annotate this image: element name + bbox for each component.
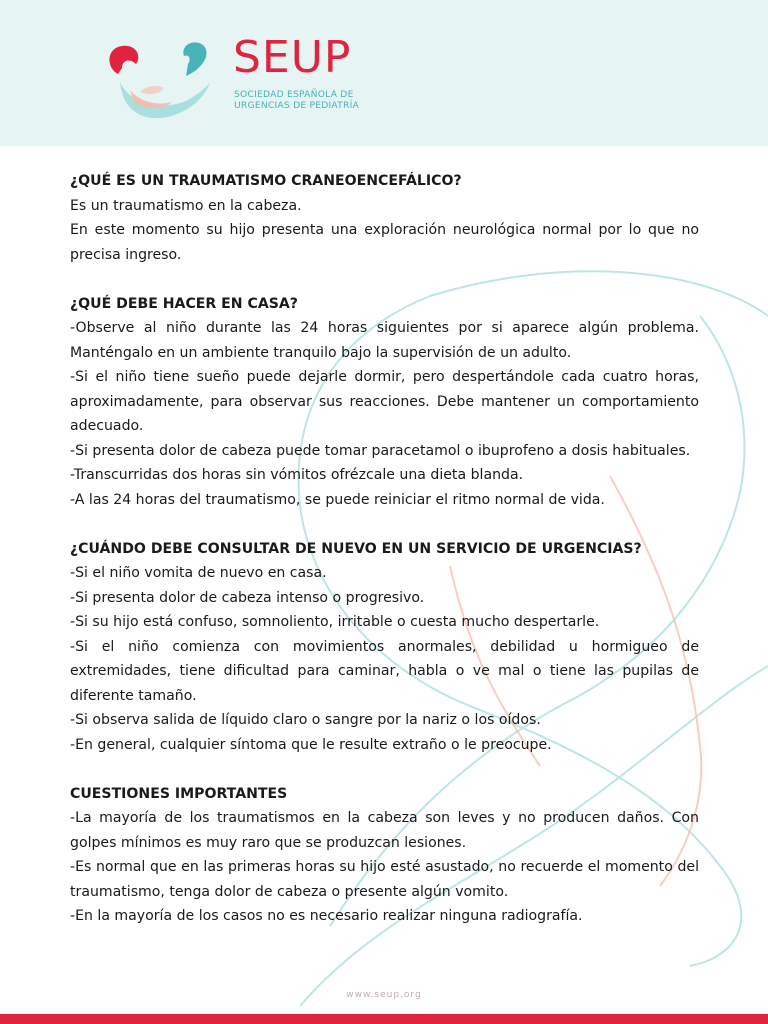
section-when-consult bbox=[70, 537, 699, 758]
brand-subtitle-line-1: SOCIEDAD ESPAÑOLA DE bbox=[234, 89, 354, 100]
section-title: ¿QUÉ DEBE HACER EN CASA? bbox=[70, 295, 298, 312]
section-what-is bbox=[70, 169, 699, 267]
paragraph: -Si observa salida de líquido claro o sangre por la nariz o los oídos. bbox=[70, 712, 541, 728]
paragraph: En este momento su hijo presenta una exploración neurológica normal por lo que no precisa ingreso. bbox=[70, 222, 699, 263]
paragraph: -En general, cualquier síntoma que le resulte extraño o le preocupe. bbox=[70, 736, 552, 753]
section-title: ¿QUÉ ES UN TRAUMATISMO CRANEOENCEFÁLICO? bbox=[70, 173, 462, 189]
paragraph: -Observe al niño durante las 24 horas siguientes por si aparece algún problema. Manténgalo en un ambiente tranquilo bajo la supervisión de un adulto. bbox=[70, 320, 699, 361]
brand-name: SEUP bbox=[233, 32, 352, 83]
paragraph: Es un traumatismo en la cabeza. bbox=[70, 197, 302, 214]
seup-logo-icon bbox=[100, 38, 220, 120]
paragraph: -Si presenta dolor de cabeza intenso o progresivo. bbox=[70, 589, 425, 606]
paragraph: -Si el niño comienza con movimientos anormales, debilidad u hormigueo de extremidades, tiene dificultad para caminar, habla o ve mal o tiene las pupilas de diferente tamaño. bbox=[70, 638, 699, 704]
paragraph: -A las 24 horas del traumatismo, se puede reiniciar el ritmo normal de vida. bbox=[70, 491, 605, 508]
paragraph: -Si presenta dolor de cabeza puede tomar paracetamol o ibuprofeno a dosis habituales. bbox=[70, 442, 691, 459]
paragraph: -Es normal que en las primeras horas su hijo esté asustado, no recuerde el momento del traumatismo, tenga dolor de cabeza o presente algún vomito. bbox=[70, 859, 699, 900]
brand-subtitle bbox=[234, 89, 359, 111]
header-band bbox=[0, 0, 768, 146]
section-title: ¿CUÁNDO DEBE CONSULTAR DE NUEVO EN UN SERVICIO DE URGENCIAS? bbox=[70, 540, 642, 557]
paragraph: -Si su hijo está confuso, somnoliento, irritable o cuesta mucho despertarle. bbox=[70, 614, 600, 630]
footer-url: www.seup.org bbox=[346, 990, 422, 1000]
brand-subtitle-line-2: URGENCIAS DE PEDIATRÍA bbox=[234, 100, 359, 111]
section-important bbox=[70, 782, 699, 929]
paragraph: -En la mayoría de los casos no es necesario realizar ninguna radiografía. bbox=[70, 908, 583, 924]
section-title: CUESTIONES IMPORTANTES bbox=[70, 785, 288, 802]
footer-bar bbox=[0, 1014, 768, 1024]
paragraph: -La mayoría de los traumatismos en la cabeza son leves y no producen daños. Con golpes mínimos es muy raro que se produzcan lesiones. bbox=[70, 810, 699, 851]
section-at-home bbox=[70, 292, 699, 513]
paragraph: -Si el niño tiene sueño puede dejarle dormir, pero despertándole cada cuatro horas, aproximadamente, para observar sus reacciones. Debe mantener un comportamiento adecuado. bbox=[70, 369, 699, 434]
paragraph: -Si el niño vomita de nuevo en casa. bbox=[70, 565, 327, 581]
document-body bbox=[70, 169, 699, 953]
paragraph: -Transcurridas dos horas sin vómitos ofrézcale una dieta blanda. bbox=[70, 467, 524, 483]
